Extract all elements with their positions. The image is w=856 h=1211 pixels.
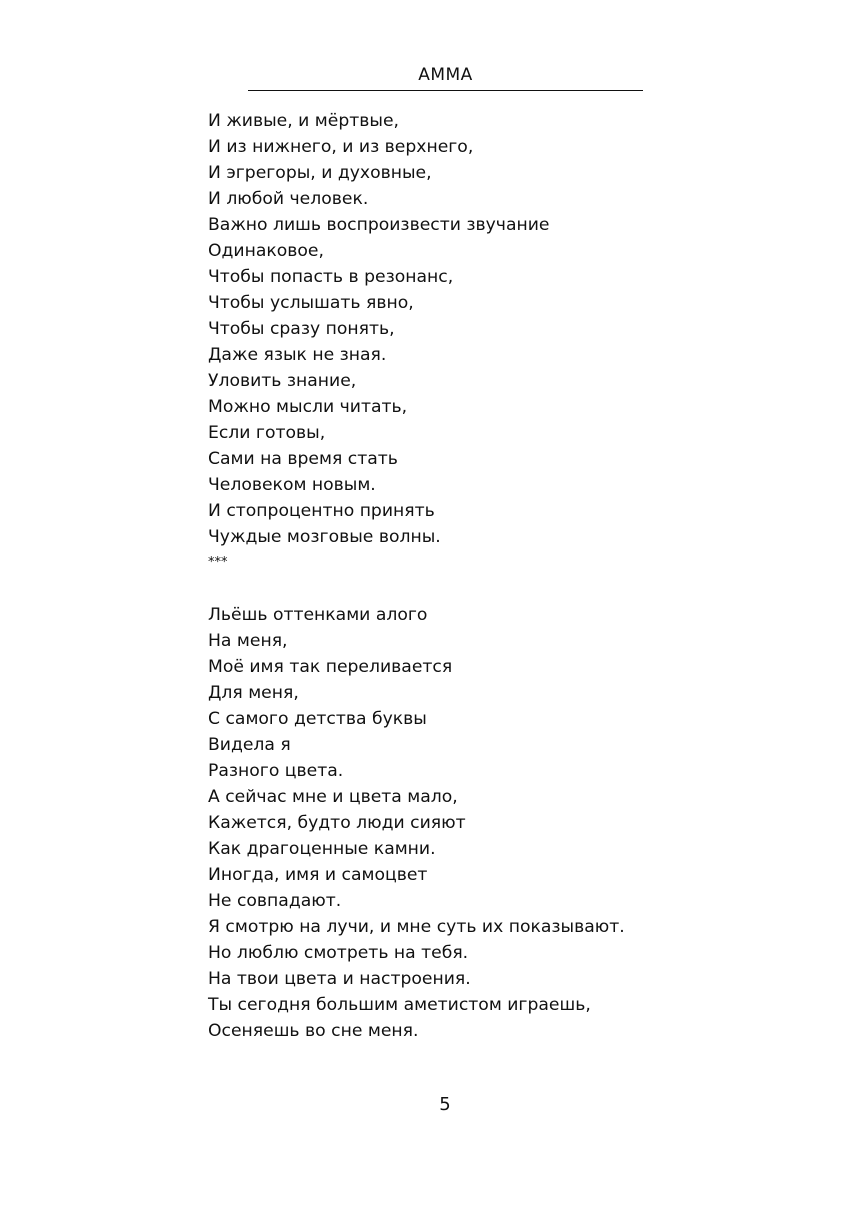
poem-line: Сами на время стать (208, 449, 398, 469)
poem-line: Чтобы сразу понять, (208, 319, 395, 339)
poem-line: На твои цвета и настроения. (208, 969, 471, 989)
poem-line: Человеком новым. (208, 475, 376, 495)
poem-line: Одинаковое, (208, 241, 324, 261)
poem-line: Я смотрю на лучи, и мне суть их показывают. (208, 917, 625, 937)
page-number: 5 (439, 1094, 451, 1115)
poem-line: Даже язык не зная. (208, 345, 387, 365)
poem-line: Чуждые мозговые волны. (208, 527, 441, 547)
poem-line: Моё имя так переливается (208, 657, 453, 677)
poem-text (208, 108, 648, 1044)
poem-line: На меня, (208, 631, 288, 651)
stanza-gap (208, 576, 648, 602)
poem-line: И живые, и мёртвые, (208, 111, 400, 131)
poem-line: И эгрегоры, и духовные, (208, 163, 432, 183)
poem-line: Важно лишь воспроизвести звучание (208, 215, 550, 235)
poem-line: Видела я (208, 735, 291, 755)
poem-line: Чтобы услышать явно, (208, 293, 414, 313)
poem-line: Можно мысли читать, (208, 397, 408, 417)
header-rule (248, 90, 643, 91)
poem-line: И из нижнего, и из верхнего, (208, 137, 474, 157)
poem-line: Иногда, имя и самоцвет (208, 865, 428, 885)
running-title: АММА (418, 65, 473, 85)
poem-line: Осеняешь во сне меня. (208, 1021, 419, 1041)
poem-line: Чтобы попасть в резонанс, (208, 267, 454, 287)
poem-line: Не совпадают. (208, 891, 342, 911)
poem-2 (208, 602, 648, 1044)
poem-line: Если готовы, (208, 423, 326, 443)
poem-line: С самого детства буквы (208, 709, 427, 729)
poem-line: Ты сегодня большим аметистом играешь, (208, 995, 591, 1015)
poem-line: Разного цвета. (208, 761, 344, 781)
section-separator: *** (208, 555, 228, 570)
poem-line: И стопроцентно принять (208, 501, 435, 521)
poem-1 (208, 108, 648, 550)
poem-line: Кажется, будто люди сияют (208, 813, 466, 833)
poem-line: А сейчас мне и цвета мало, (208, 787, 458, 807)
poem-line: Как драгоценные камни. (208, 839, 436, 859)
poem-line: Для меня, (208, 683, 299, 703)
poem-line: Уловить знание, (208, 371, 357, 391)
poem-line: Льёшь оттенками алого (208, 605, 428, 625)
poem-line: Но люблю смотреть на тебя. (208, 943, 469, 963)
poem-line: И любой человек. (208, 189, 369, 209)
